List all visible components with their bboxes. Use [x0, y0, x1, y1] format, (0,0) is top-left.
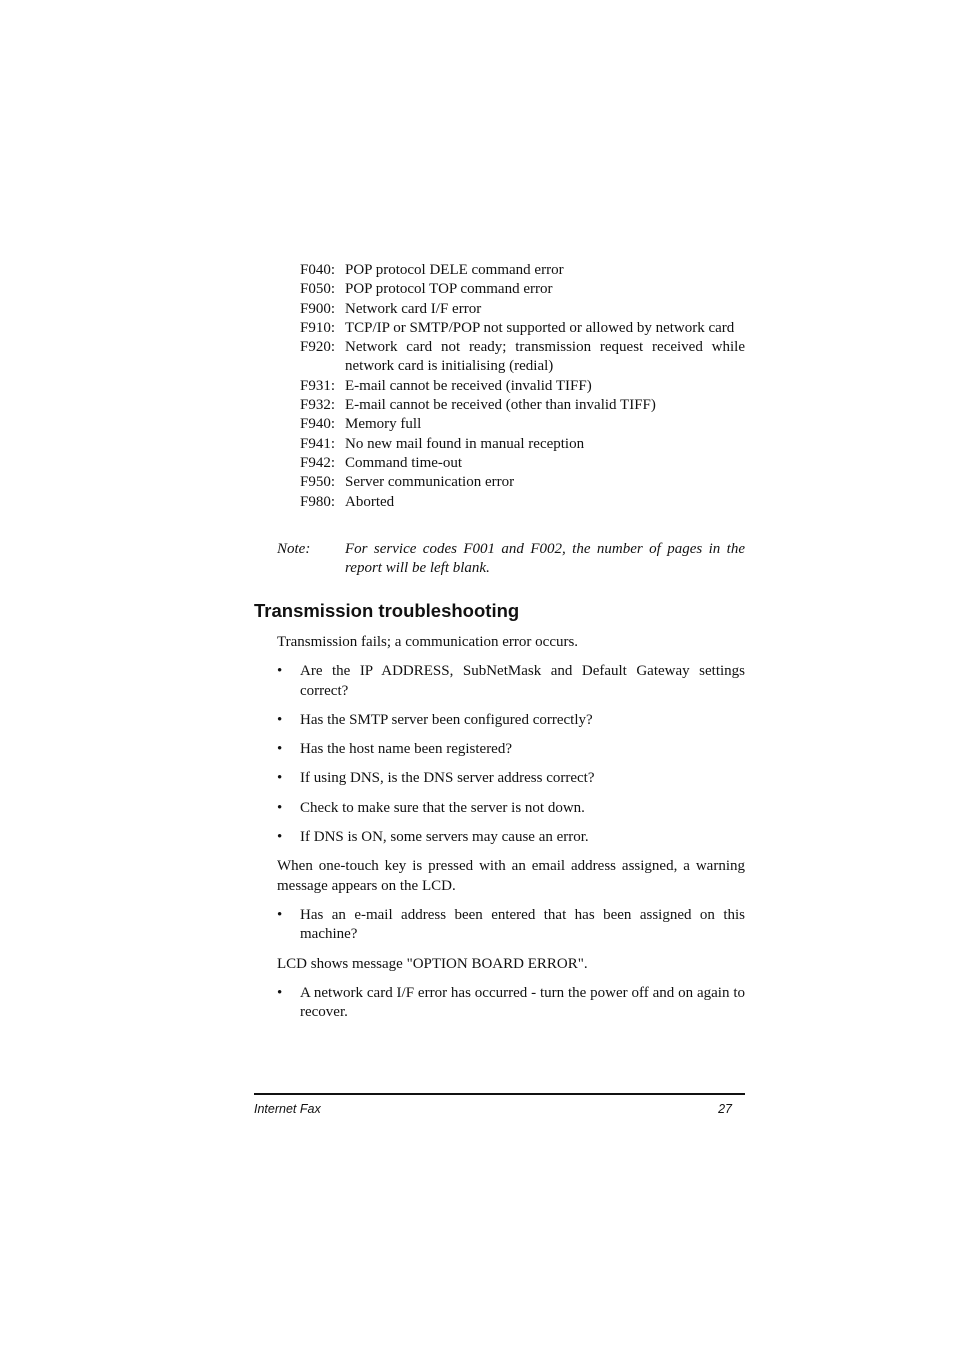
- error-code-description: Aborted: [345, 493, 395, 510]
- bullet-text: A network card I/F error has occurred - turn the power off and on again to recover.: [300, 984, 745, 1021]
- error-code-row: [300, 338, 745, 377]
- error-code-row: [300, 454, 745, 473]
- bullet-item: [277, 740, 745, 759]
- error-code: F942:: [300, 454, 336, 471]
- error-code-description: No new mail found in manual reception: [345, 435, 585, 452]
- note: [277, 540, 745, 579]
- error-code-row: [300, 300, 745, 319]
- error-code: F050:: [300, 281, 336, 298]
- error-code-row: [300, 435, 745, 454]
- bullet-icon: •: [277, 741, 283, 758]
- error-code: F980:: [300, 493, 336, 510]
- error-code: F931:: [300, 377, 336, 394]
- bullet-text: If using DNS, is the DNS server address correct?: [300, 770, 595, 787]
- error-code-row: [300, 396, 745, 415]
- intro-paragraph: Transmission fails; a communication error occurs.: [277, 634, 579, 650]
- bullet-icon: •: [277, 984, 283, 1001]
- error-code-description: E-mail cannot be received (other than invalid TIFF): [345, 397, 656, 414]
- error-code: F040:: [300, 262, 336, 278]
- bullet-text: Check to make sure that the server is not down.: [300, 799, 585, 816]
- error-code-row: [300, 319, 745, 338]
- error-code-description: Server communication error: [345, 474, 515, 491]
- error-code-description: Command time-out: [345, 454, 463, 471]
- bullet-text: Has the host name been registered?: [300, 741, 512, 758]
- bullet-icon: •: [277, 799, 283, 816]
- error-code: F900:: [300, 300, 336, 317]
- error-code: F950:: [300, 474, 336, 491]
- error-code-description: POP protocol DELE command error: [345, 262, 564, 278]
- bullet-text: Has an e-mail address been entered that has been assigned on this machine?: [300, 906, 745, 943]
- bullet-text: Are the IP ADDRESS, SubNetMask and Default Gateway settings correct?: [300, 663, 745, 699]
- section-body: [277, 633, 745, 1032]
- lcd-message-paragraph: LCD shows message "OPTION BOARD ERROR".: [277, 955, 588, 972]
- error-code-description: E-mail cannot be received (invalid TIFF): [345, 377, 592, 394]
- error-code-description: POP protocol TOP command error: [345, 281, 553, 298]
- error-code: F910:: [300, 319, 336, 336]
- bullet-icon: •: [277, 829, 283, 846]
- bullet-item: [277, 769, 745, 788]
- bullet-text: Has the SMTP server been configured correctly?: [300, 711, 593, 728]
- error-code: F920:: [300, 339, 336, 356]
- error-code-description: Network card not ready; transmission request received while network card is initialising (redial): [345, 339, 745, 375]
- bullet-item: [277, 828, 745, 847]
- error-code: F932:: [300, 397, 336, 414]
- error-code-row: [300, 415, 745, 434]
- error-code-row: [300, 473, 745, 492]
- bullet-item: [277, 984, 745, 1023]
- error-code-row: [300, 280, 745, 299]
- note-text: For service codes F001 and F002, the number of pages in the report will be left blank.: [345, 541, 745, 577]
- bullet-icon: •: [277, 711, 283, 728]
- error-code-description: Memory full: [345, 416, 422, 433]
- note-label: Note:: [277, 541, 311, 557]
- bullet-icon: •: [277, 906, 283, 923]
- bullet-item: [277, 799, 745, 818]
- error-code-list: [300, 261, 745, 512]
- error-code-description: Network card I/F error: [345, 300, 482, 317]
- bullet-item: [277, 662, 745, 701]
- error-code: F940:: [300, 416, 336, 433]
- error-code-row: [300, 377, 745, 396]
- error-code-row: [300, 493, 745, 512]
- error-code: F941:: [300, 435, 336, 452]
- bullet-text: If DNS is ON, some servers may cause an error.: [300, 829, 589, 846]
- bullet-icon: •: [277, 770, 283, 787]
- footer-title: Internet Fax: [254, 1102, 321, 1116]
- page-number: 27: [718, 1102, 732, 1116]
- section-heading: Transmission troubleshooting: [254, 600, 520, 621]
- bullet-icon: •: [277, 663, 283, 680]
- bullet-item: [277, 711, 745, 730]
- bullet-item: [277, 906, 745, 945]
- error-code-row: [300, 261, 745, 280]
- warning-paragraph: When one-touch key is pressed with an email address assigned, a warning message appears on the LCD.: [277, 858, 745, 894]
- footer-divider: [254, 1093, 745, 1095]
- error-code-description: TCP/IP or SMTP/POP not supported or allowed by network card: [345, 319, 735, 336]
